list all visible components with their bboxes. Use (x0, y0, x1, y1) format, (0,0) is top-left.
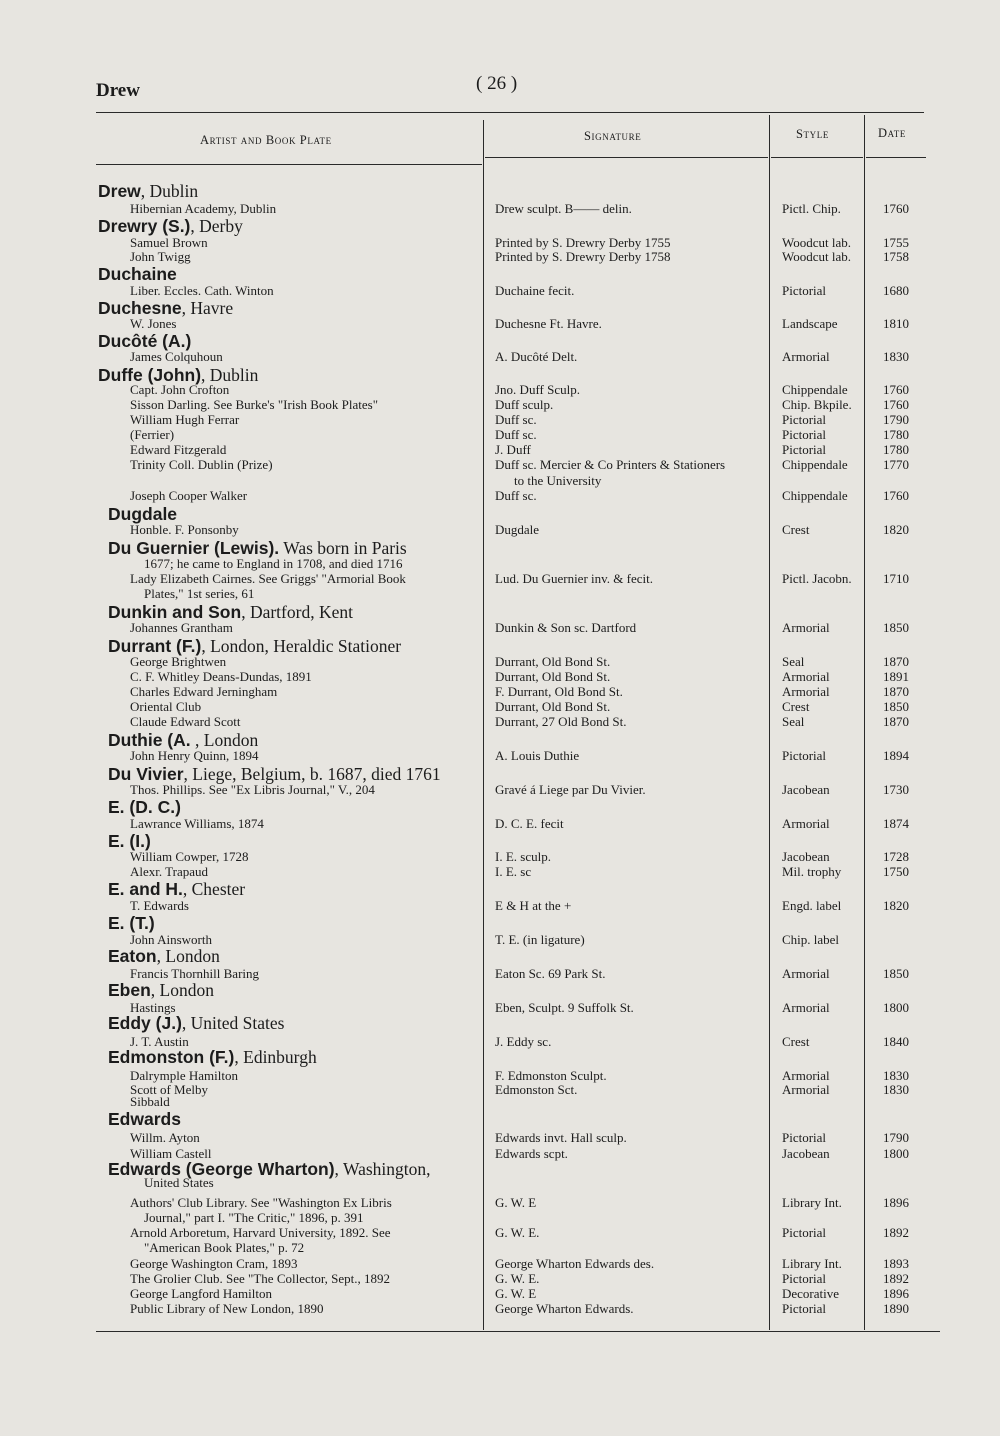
book-plate-owner: Charles Edward Jerningham (130, 684, 278, 699)
date: 1728 (883, 849, 909, 864)
column-divider-2 (769, 115, 770, 1330)
artist-heading (108, 1014, 284, 1032)
date: 1850 (883, 966, 909, 981)
date: 1780 (883, 427, 909, 442)
style: Armorial (782, 620, 830, 635)
artist-heading (108, 914, 155, 932)
signature: G. W. E. (495, 1271, 540, 1286)
book-plate-owner: Honble. F. Ponsonby (130, 522, 239, 537)
date: 1870 (883, 684, 909, 699)
book-plate-owner: Lawrance Williams, 1874 (130, 816, 264, 831)
book-plate-owner: William Hugh Ferrar (130, 412, 240, 427)
book-plate-owner: Joseph Cooper Walker (130, 488, 248, 503)
artist-name: Eddy (J.) (108, 1013, 182, 1033)
book-plate-owner: T. Edwards (130, 898, 189, 913)
date: 1830 (883, 1082, 909, 1097)
artist-name: Drew (98, 181, 141, 201)
artist-heading (108, 731, 258, 749)
artist-name: Duthie (A. (108, 730, 191, 750)
style: Woodcut lab. (782, 249, 851, 264)
artist-heading (98, 182, 198, 200)
artist-location: , London (156, 946, 220, 966)
style: Pictorial (782, 1225, 827, 1240)
signature: E & H at the + (495, 898, 572, 913)
date: 1896 (883, 1286, 909, 1301)
artist-location: , London (190, 730, 259, 750)
header-rule-signature (485, 157, 768, 158)
artist-heading (108, 832, 151, 850)
column-header-artist: Artist and Book Plate (200, 133, 332, 147)
book-plate-owner: Sibbald (130, 1094, 170, 1109)
style: Landscape (782, 316, 838, 331)
artist-heading (108, 637, 401, 655)
style: Jacobean (782, 849, 830, 864)
artist-heading (98, 217, 243, 235)
artist-location: , Chester (182, 879, 246, 899)
book-plate-owner: Edward Fitzgerald (130, 442, 227, 457)
signature: J. Duff (495, 442, 531, 457)
book-plate-owner: Scott of Melby (130, 1082, 208, 1097)
signature: Duchesne Ft. Havre. (495, 316, 602, 331)
style: Chip. label (782, 932, 840, 947)
style: Chippendale (782, 488, 848, 503)
book-plate-owner: Arnold Arboretum, Harvard University, 1892. See (130, 1225, 391, 1240)
book-plate-owner: John Twigg (130, 249, 191, 264)
style: Pictorial (782, 427, 827, 442)
style: Pictorial (782, 412, 827, 427)
signature: Duff sc. (495, 488, 537, 503)
signature: Eaton Sc. 69 Park St. (495, 966, 606, 981)
style: Armorial (782, 684, 830, 699)
style: Chippendale (782, 457, 848, 472)
column-divider-3 (864, 115, 865, 1330)
style: Pictorial (782, 1301, 827, 1316)
style: Armorial (782, 1000, 830, 1015)
signature: D. C. E. fecit (495, 816, 564, 831)
date: 1680 (883, 283, 909, 298)
book-plate-owner: Samuel Brown (130, 235, 208, 250)
signature: Durrant, 27 Old Bond St. (495, 714, 627, 729)
book-plate-owner: C. F. Whitley Deans-Dundas, 1891 (130, 669, 312, 684)
entry-note: Plates," 1st series, 61 (144, 586, 255, 601)
date: 1810 (883, 316, 909, 331)
artist-location: Was born in Paris (279, 538, 407, 558)
artist-name: Dunkin and Son (108, 602, 242, 622)
artist-name: Edwards (George Wharton) (108, 1159, 335, 1179)
header-rule-date (866, 157, 926, 158)
date: 1892 (883, 1271, 909, 1286)
style: Pictorial (782, 283, 827, 298)
artist-name: Edwards (108, 1109, 181, 1129)
date: 1780 (883, 442, 909, 457)
style: Crest (782, 522, 810, 537)
date: 1820 (883, 898, 909, 913)
book-plate-owner: William Castell (130, 1146, 212, 1161)
book-plate-owner: Trinity Coll. Dublin (Prize) (130, 457, 273, 472)
artist-name: Du Vivier (108, 764, 184, 784)
artist-location: , Edinburgh (234, 1047, 317, 1067)
artist-name: Ducôté (A.) (98, 331, 192, 351)
artist-location: , Washington, (334, 1159, 431, 1179)
signature: Dunkin & Son sc. Dartford (495, 620, 637, 635)
date: 1750 (883, 864, 909, 879)
artist-heading (108, 505, 177, 523)
date: 1760 (883, 201, 909, 216)
date: 1850 (883, 699, 909, 714)
signature: Edwards scpt. (495, 1146, 568, 1161)
artist-location: , Havre (181, 298, 234, 318)
style: Decorative (782, 1286, 840, 1301)
book-plate-owner: John Ainsworth (130, 932, 212, 947)
column-header-signature: Signature (584, 129, 642, 143)
date: 1760 (883, 382, 909, 397)
date: 1730 (883, 782, 909, 797)
artist-heading (108, 765, 441, 783)
date: 1770 (883, 457, 909, 472)
date: 1758 (883, 249, 909, 264)
book-plate-owner: George Langford Hamilton (130, 1286, 272, 1301)
artist-location: , Derby (190, 216, 243, 236)
artist-heading (108, 603, 353, 621)
artist-heading (108, 798, 181, 816)
book-plate-owner: John Henry Quinn, 1894 (130, 748, 259, 763)
signature: I. E. sc (495, 864, 532, 879)
signature: T. E. (in ligature) (495, 932, 585, 947)
signature: Edwards invt. Hall sculp. (495, 1130, 627, 1145)
artist-heading (98, 265, 177, 283)
style: Chippendale (782, 382, 848, 397)
book-plate-owner: (Ferrier) (130, 427, 175, 442)
book-plate-owner: Francis Thornhill Baring (130, 966, 260, 981)
artist-heading (108, 981, 214, 999)
signature: George Wharton Edwards des. (495, 1256, 655, 1271)
style: Armorial (782, 1068, 830, 1083)
date: 1830 (883, 349, 909, 364)
style: Mil. trophy (782, 864, 842, 879)
artist-name: Duffe (John) (98, 365, 202, 385)
artist-name: Duchaine (98, 264, 177, 284)
artist-heading (108, 880, 245, 898)
date: 1892 (883, 1225, 909, 1240)
style: Crest (782, 699, 810, 714)
page-number: ( 26 ) (476, 73, 518, 94)
signature: Duff sculp. (495, 397, 554, 412)
style: Pictl. Chip. (782, 201, 841, 216)
date: 1800 (883, 1000, 909, 1015)
date: 1870 (883, 714, 909, 729)
table-bottom-rule (96, 1331, 940, 1332)
column-divider-1 (483, 120, 484, 1330)
signature: G. W. E (495, 1195, 537, 1210)
date: 1896 (883, 1195, 909, 1210)
signature: Printed by S. Drewry Derby 1758 (495, 249, 671, 264)
header-rule-artist (96, 164, 482, 165)
signature: A. Ducôté Delt. (495, 349, 578, 364)
book-plate-owner: William Cowper, 1728 (130, 849, 249, 864)
artist-name: E. (I.) (108, 831, 151, 851)
style: Pictl. Jacobn. (782, 571, 852, 586)
book-plate-owner: Claude Edward Scott (130, 714, 241, 729)
artist-name: E. and H. (108, 879, 183, 899)
book-plate-owner: Sisson Darling. See Burke's "Irish Book Plates" (130, 397, 379, 412)
style: Pictorial (782, 1130, 827, 1145)
artist-location: , Dublin (201, 365, 259, 385)
style: Chip. Bkpile. (782, 397, 852, 412)
style: Pictorial (782, 442, 827, 457)
signature: G. W. E. (495, 1225, 540, 1240)
book-plate-owner: Hibernian Academy, Dublin (130, 201, 277, 216)
entry-note: United States (144, 1175, 214, 1190)
signature: Printed by S. Drewry Derby 1755 (495, 235, 671, 250)
signature: Drew sculpt. B—— delin. (495, 201, 632, 216)
artist-heading (108, 1048, 317, 1066)
date: 1840 (883, 1034, 909, 1049)
artist-heading (108, 1110, 181, 1128)
date: 1790 (883, 412, 909, 427)
signature: F. Durrant, Old Bond St. (495, 684, 623, 699)
signature-continuation: to the University (514, 473, 602, 488)
signature: Durrant, Old Bond St. (495, 699, 611, 714)
column-header-style: Style (796, 127, 829, 141)
date: 1760 (883, 488, 909, 503)
artist-heading (98, 299, 233, 317)
date: 1830 (883, 1068, 909, 1083)
signature: J. Eddy sc. (495, 1034, 552, 1049)
book-plate-owner: J. T. Austin (130, 1034, 189, 1049)
book-plate-owner: Oriental Club (130, 699, 202, 714)
date: 1870 (883, 654, 909, 669)
signature: George Wharton Edwards. (495, 1301, 634, 1316)
date: 1890 (883, 1301, 909, 1316)
artist-name: Dugdale (108, 504, 178, 524)
artist-location: , United States (181, 1013, 285, 1033)
style: Library Int. (782, 1195, 842, 1210)
style: Armorial (782, 816, 830, 831)
entry-note: 1677; he came to England in 1708, and died 1716 (144, 556, 403, 571)
date: 1850 (883, 620, 909, 635)
artist-name: Du Guernier (Lewis). (108, 538, 280, 558)
entry-note: Journal," part I. "The Critic," 1896, p. 391 (144, 1210, 364, 1225)
column-header-date: Date (878, 126, 906, 140)
signature: Durrant, Old Bond St. (495, 669, 611, 684)
book-plate-owner: Willm. Ayton (130, 1130, 200, 1145)
artist-name: Duchesne (98, 298, 182, 318)
book-plate-owner: Liber. Eccles. Cath. Winton (130, 283, 274, 298)
artist-name: Eben (108, 980, 151, 1000)
signature: Duff sc. (495, 427, 537, 442)
style: Armorial (782, 1082, 830, 1097)
book-plate-owner: Alexr. Trapaud (130, 864, 208, 879)
artist-name: E. (T.) (108, 913, 155, 933)
signature: Durrant, Old Bond St. (495, 654, 611, 669)
signature: Edmonston Sct. (495, 1082, 578, 1097)
artist-name: Durrant (F.) (108, 636, 202, 656)
signature: G. W. E (495, 1286, 537, 1301)
artist-location: , Dublin (140, 181, 199, 201)
style: Seal (782, 654, 805, 669)
signature: Gravé á Liege par Du Vivier. (495, 782, 646, 797)
date: 1891 (883, 669, 909, 684)
artist-heading (98, 332, 191, 350)
entry-note: "American Book Plates," p. 72 (144, 1240, 305, 1255)
signature: I. E. sculp. (495, 849, 551, 864)
artist-location: , Dartford, Kent (241, 602, 353, 622)
book-plate-owner: George Brightwen (130, 654, 227, 669)
style: Pictorial (782, 748, 827, 763)
artist-name: Eaton (108, 946, 157, 966)
book-plate-owner: Public Library of New London, 1890 (130, 1301, 324, 1316)
date: 1874 (883, 816, 909, 831)
date: 1710 (883, 571, 909, 586)
style: Jacobean (782, 782, 830, 797)
style: Woodcut lab. (782, 235, 851, 250)
signature: Duff sc. Mercier & Co Printers & Stationers (495, 457, 726, 472)
date: 1790 (883, 1130, 909, 1145)
artist-heading (108, 947, 220, 965)
signature: F. Edmonston Sculpt. (495, 1068, 607, 1083)
signature: A. Louis Duthie (495, 748, 580, 763)
style: Armorial (782, 349, 830, 364)
book-plate-owner: Capt. John Crofton (130, 382, 230, 397)
date: 1755 (883, 235, 909, 250)
date: 1893 (883, 1256, 909, 1271)
style: Engd. label (782, 898, 842, 913)
style: Crest (782, 1034, 810, 1049)
date: 1894 (883, 748, 909, 763)
book-plate-owner: Johannes Grantham (130, 620, 233, 635)
book-plate-owner: George Washington Cram, 1893 (130, 1256, 298, 1271)
style: Jacobean (782, 1146, 830, 1161)
header-rule-style (771, 157, 863, 158)
artist-name: Drewry (S.) (98, 216, 191, 236)
artist-location: , Liege, Belgium, b. 1687, died 1761 (183, 764, 441, 784)
date: 1800 (883, 1146, 909, 1161)
book-plate-owner: James Colquhoun (130, 349, 223, 364)
book-plate-owner: Authors' Club Library. See "Washington Ex Libris (130, 1195, 392, 1210)
style: Seal (782, 714, 805, 729)
signature: Jno. Duff Sculp. (495, 382, 580, 397)
book-plate-owner: W. Jones (130, 316, 177, 331)
signature: Duff sc. (495, 412, 537, 427)
artist-heading (108, 539, 407, 557)
date: 1760 (883, 397, 909, 412)
artist-name: E. (D. C.) (108, 797, 181, 817)
signature: Dugdale (495, 522, 540, 537)
signature: Eben, Sculpt. 9 Suffolk St. (495, 1000, 634, 1015)
book-plate-owner: Thos. Phillips. See "Ex Libris Journal," V., 204 (130, 782, 375, 797)
signature: Lud. Du Guernier inv. & fecit. (495, 571, 653, 586)
table-top-rule (96, 112, 924, 113)
artist-location: , London, Heraldic Stationer (201, 636, 402, 656)
running-head: Drew (96, 80, 140, 101)
style: Library Int. (782, 1256, 842, 1271)
book-plate-owner: Lady Elizabeth Cairnes. See Griggs' "Armorial Book (130, 571, 406, 586)
artist-location: , London (150, 980, 214, 1000)
book-plate-owner: Hastings (130, 1000, 176, 1015)
signature: Duchaine fecit. (495, 283, 575, 298)
style: Armorial (782, 669, 830, 684)
book-plate-owner: Dalrymple Hamilton (130, 1068, 238, 1083)
style: Armorial (782, 966, 830, 981)
book-plate-owner: The Grolier Club. See "The Collector, Sept., 1892 (130, 1271, 391, 1286)
date: 1820 (883, 522, 909, 537)
style: Pictorial (782, 1271, 827, 1286)
artist-name: Edmonston (F.) (108, 1047, 235, 1067)
